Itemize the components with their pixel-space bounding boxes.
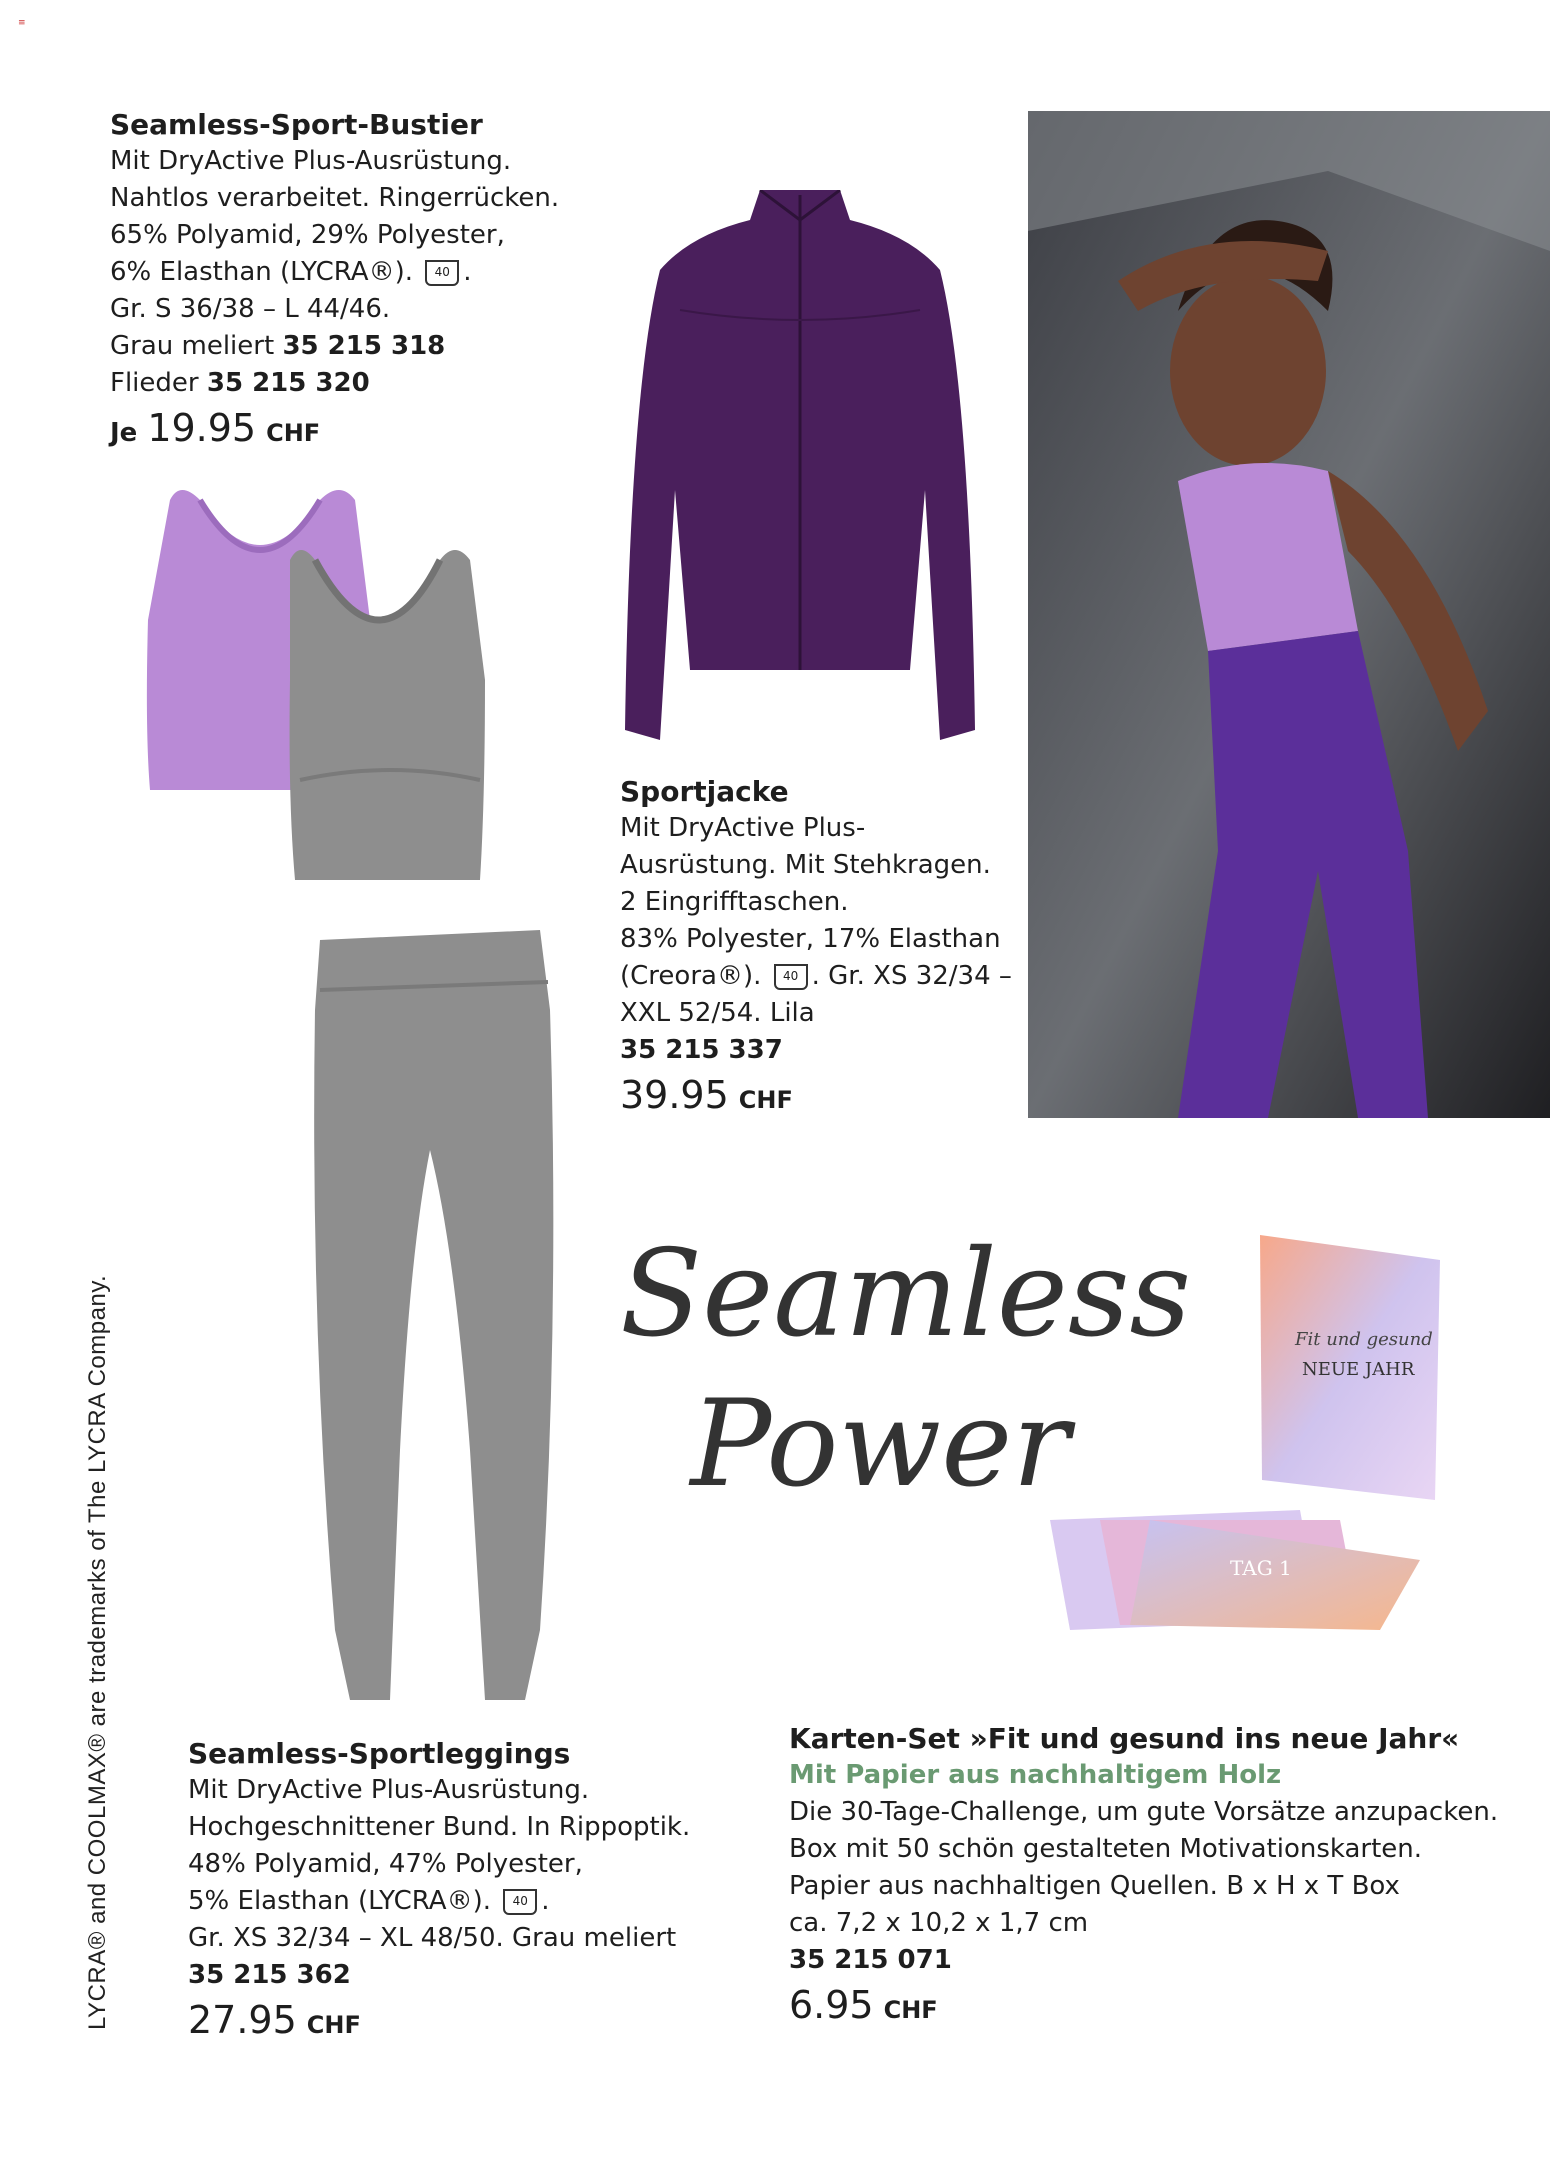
cards-fan [1050,1510,1420,1630]
corner-mark: ≡ [18,18,26,28]
price-value: 6.95 [789,1983,874,2027]
karten-line: Papier aus nachhaltigen Quellen. B x H x T Box [789,1871,1400,1901]
bustier-line: Gr. S 36/38 – L 44/46. [110,294,391,324]
jacke-material: (Creora®). [620,961,762,991]
price-value: 27.95 [188,1998,297,2042]
bustier-line: 65% Polyamid, 29% Polyester, [110,220,505,250]
price-prefix: Je [110,418,138,448]
karten-description [789,1720,1509,2029]
jacke-line-size [620,958,1040,995]
price-currency: CHF [306,2011,361,2039]
grey-bustier [290,550,485,880]
jacke-line: 83% Polyester, 17% Elasthan [620,924,1001,954]
bustier-line: Nahtlos verarbeitet. Ringerrücken. [110,183,560,213]
leggings-line: 5% Elasthan (LYCRA®). [188,1886,491,1916]
article-code: 35 215 320 [206,368,370,398]
bustier-price [110,406,630,452]
leggings-line: Gr. XS 32/34 – XL 48/50. Grau meliert [188,1923,677,1953]
karten-line: Die 30-Tage-Challenge, um gute Vorsätze anzupacken. [789,1797,1499,1827]
jacke-price [620,1073,1040,1119]
price-value: 19.95 [147,406,257,450]
jacke-line: 2 Eingrifftaschen. [620,887,849,917]
bustier-variant-1 [110,328,630,365]
article-code: 35 215 318 [282,331,446,361]
price-currency: CHF [266,419,321,447]
jacke-size: . Gr. XS 32/34 – [811,961,1012,991]
variant-name: Flieder [110,368,199,398]
model-photo [1028,111,1550,1118]
karten-price [789,1983,1509,2029]
leggings-product-image [280,930,580,1710]
leggings-line: Hochgeschnittener Bund. In Rippoptik. [188,1812,691,1842]
price-currency: CHF [738,1086,793,1114]
bustier-description [110,106,630,452]
bustier-variant-2 [110,365,630,402]
leggings-price [188,1998,748,2044]
jacke-description [620,773,1040,1119]
wash-40-icon: 40 [774,964,808,990]
headline-line-1: Seamless [620,1225,1192,1364]
bustier-title: Seamless-Sport-Bustier [110,108,483,141]
variant-name: Grau meliert [110,331,275,361]
karten-title: Karten-Set »Fit und gesund ins neue Jahr« [789,1722,1460,1755]
karten-line: Box mit 50 schön gestalteten Motivationskarten. [789,1834,1423,1864]
leggings-line: 48% Polyamid, 47% Polyester, [188,1849,583,1879]
box-subtitle: NEUE JAHR [1302,1359,1415,1380]
article-code: 35 215 362 [188,1960,351,1990]
karten-line: ca. 7,2 x 10,2 x 1,7 cm [789,1908,1089,1938]
article-code: 35 215 071 [789,1945,952,1975]
trademark-note: LYCRA® and COOLMAX® are trademarks of The LYCRA Company. [84,1274,111,2030]
leggings-line: Mit DryActive Plus-Ausrüstung. [188,1775,590,1805]
wash-40-icon: 40 [425,260,459,286]
bustier-product-image [140,480,560,880]
bustier-line: 6% Elasthan (LYCRA®). [110,257,413,287]
leggings-description [188,1735,748,2044]
leggings-line-material: 5% Elasthan (LYCRA®). 40 . [188,1886,550,1916]
wash-40-icon: 40 [503,1889,537,1915]
karten-subtitle: Mit Papier aus nachhaltigem Holz [789,1760,1282,1790]
card-text: TAG 1 [1230,1556,1292,1580]
jacke-title: Sportjacke [620,775,789,808]
jacket-product-image [610,190,990,750]
card-set-product-image [1040,1230,1450,1630]
price-value: 39.95 [620,1073,729,1117]
price-currency: CHF [883,1996,938,2024]
bustier-line-material: 6% Elasthan (LYCRA®). 40 . [110,257,472,287]
jacke-line: Mit DryActive Plus- [620,813,866,843]
bustier-line: Mit DryActive Plus-Ausrüstung. [110,146,512,176]
headline-line-2: Power [690,1375,1070,1514]
jacke-line: Ausrüstung. Mit Stehkragen. [620,850,991,880]
jacke-line: XXL 52/54. Lila [620,998,815,1028]
box-title: Fit und gesund [1295,1329,1433,1350]
leggings-title: Seamless-Sportleggings [188,1737,571,1770]
article-code: 35 215 337 [620,1035,783,1065]
card-box [1260,1235,1440,1500]
